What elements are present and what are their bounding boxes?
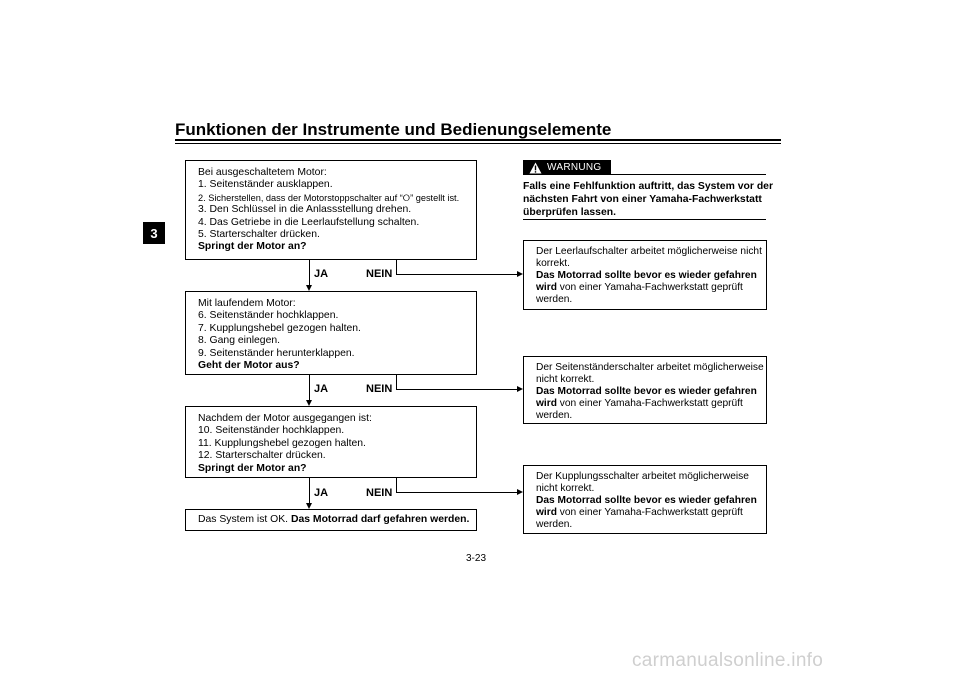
box1-line: 1. Seitenständer ausklappen. [198, 179, 333, 191]
box1-line: 3. Den Schlüssel in die Anlassstellung drehen. [198, 204, 412, 216]
warning-triangle-icon [529, 162, 542, 174]
result-line: wird von einer Yamaha-Fachwerkstatt geprüft [536, 282, 743, 293]
result-line: wird von einer Yamaha-Fachwerkstatt geprüft [536, 398, 743, 409]
box1-line: 5. Starterschalter drücken. [198, 229, 320, 241]
result-line: nicht korrekt. [536, 483, 595, 494]
connector-no [396, 260, 397, 275]
connector-down [309, 478, 310, 503]
connector-no [396, 478, 397, 493]
flow-box-start [185, 160, 477, 260]
box1-line: Bei ausgeschaltetem Motor: [198, 167, 327, 178]
box2-line: 6. Seitenständer hochklappen. [198, 310, 339, 322]
result-box-sidestand [523, 356, 767, 424]
result-line: Der Leerlaufschalter arbeitet möglicherweise nicht [536, 246, 762, 257]
result-line: werden. [536, 519, 573, 530]
result-line: werden. [536, 410, 573, 421]
yes-label: JA [314, 487, 329, 499]
no-label: NEIN [366, 268, 393, 280]
warning-text [523, 180, 773, 219]
warning-badge [523, 160, 611, 175]
title-rule [175, 139, 781, 141]
page-number: 3-23 [466, 553, 487, 564]
flow-box-check-running [185, 291, 477, 375]
box2-line: 9. Seitenständer herunterklappen. [198, 347, 355, 359]
page-title: Funktionen der Instrumente und Bedienungselemente [175, 120, 612, 139]
box2-line: 7. Kupplungshebel gezogen halten. [198, 322, 361, 334]
ok-text: Das System ist OK. [198, 514, 289, 525]
title-rule-thin [175, 143, 781, 144]
result-line: wird von einer Yamaha-Fachwerkstatt geprüft [536, 507, 743, 518]
result-box-clutch [523, 465, 767, 534]
box1-line: 4. Das Getriebe in die Leerlaufstellung schalten. [198, 216, 420, 228]
yes-label: JA [314, 268, 329, 280]
result-bold: Das Motorrad sollte bevor es wieder gefahren [536, 495, 757, 506]
connector-no [396, 375, 397, 390]
box3-line: 10. Seitenständer hochklappen. [198, 425, 345, 437]
result-bold: Das Motorrad sollte bevor es wieder gefahren [536, 270, 757, 281]
result-line: nicht korrekt. [536, 374, 595, 385]
warning-line: überprüfen lassen. [523, 207, 616, 218]
no-label: NEIN [366, 487, 393, 499]
warning-bottom-rule [523, 219, 766, 220]
flow-box-ok [185, 509, 477, 531]
box4-text [198, 514, 470, 526]
result-line: werden. [536, 294, 573, 305]
yes-label: JA [314, 383, 329, 395]
box3-line: 12. Starterschalter drücken. [198, 450, 326, 462]
warning-rule [611, 174, 766, 175]
result-line: Der Seitenständerschalter arbeitet möglicherweise [536, 362, 764, 373]
connector-no [396, 274, 517, 275]
box2-line: Mit laufendem Motor: [198, 298, 296, 309]
box1-question: Springt der Motor an? [198, 241, 307, 253]
warning-line: Falls eine Fehlfunktion auftritt, das System vor der [523, 181, 774, 192]
chapter-tab: 3 [143, 222, 165, 244]
connector-no [396, 389, 517, 390]
no-label: NEIN [366, 383, 393, 395]
ok-bold: Das Motorrad darf gefahren werden. [290, 514, 470, 525]
result-bold: Das Motorrad sollte bevor es wieder gefahren [536, 386, 757, 397]
result-line: Der Kupplungsschalter arbeitet möglicherweise [536, 471, 749, 482]
box3-line: Nachdem der Motor ausgegangen ist: [198, 413, 372, 424]
connector-down [309, 260, 310, 285]
box2-question: Geht der Motor aus? [198, 360, 300, 372]
connector-down [309, 375, 310, 400]
result-box-neutral [523, 240, 767, 310]
box2-line: 8. Gang einlegen. [198, 335, 281, 347]
warning-label: WARNUNG [547, 162, 602, 173]
warning-line: nächsten Fahrt von einer Yamaha-Fachwerkstatt [523, 194, 762, 205]
box3-question: Springt der Motor an? [198, 462, 307, 474]
box3-line: 11. Kupplungshebel gezogen halten. [198, 437, 366, 449]
flow-box-restart [185, 406, 477, 478]
watermark: carmanualsonline.info [632, 650, 824, 671]
connector-no [396, 492, 517, 493]
box1-line: 2. Sicherstellen, dass der Motorstoppschalter auf “⭘” gestellt ist. [198, 192, 460, 203]
result-line: korrekt. [536, 258, 570, 269]
